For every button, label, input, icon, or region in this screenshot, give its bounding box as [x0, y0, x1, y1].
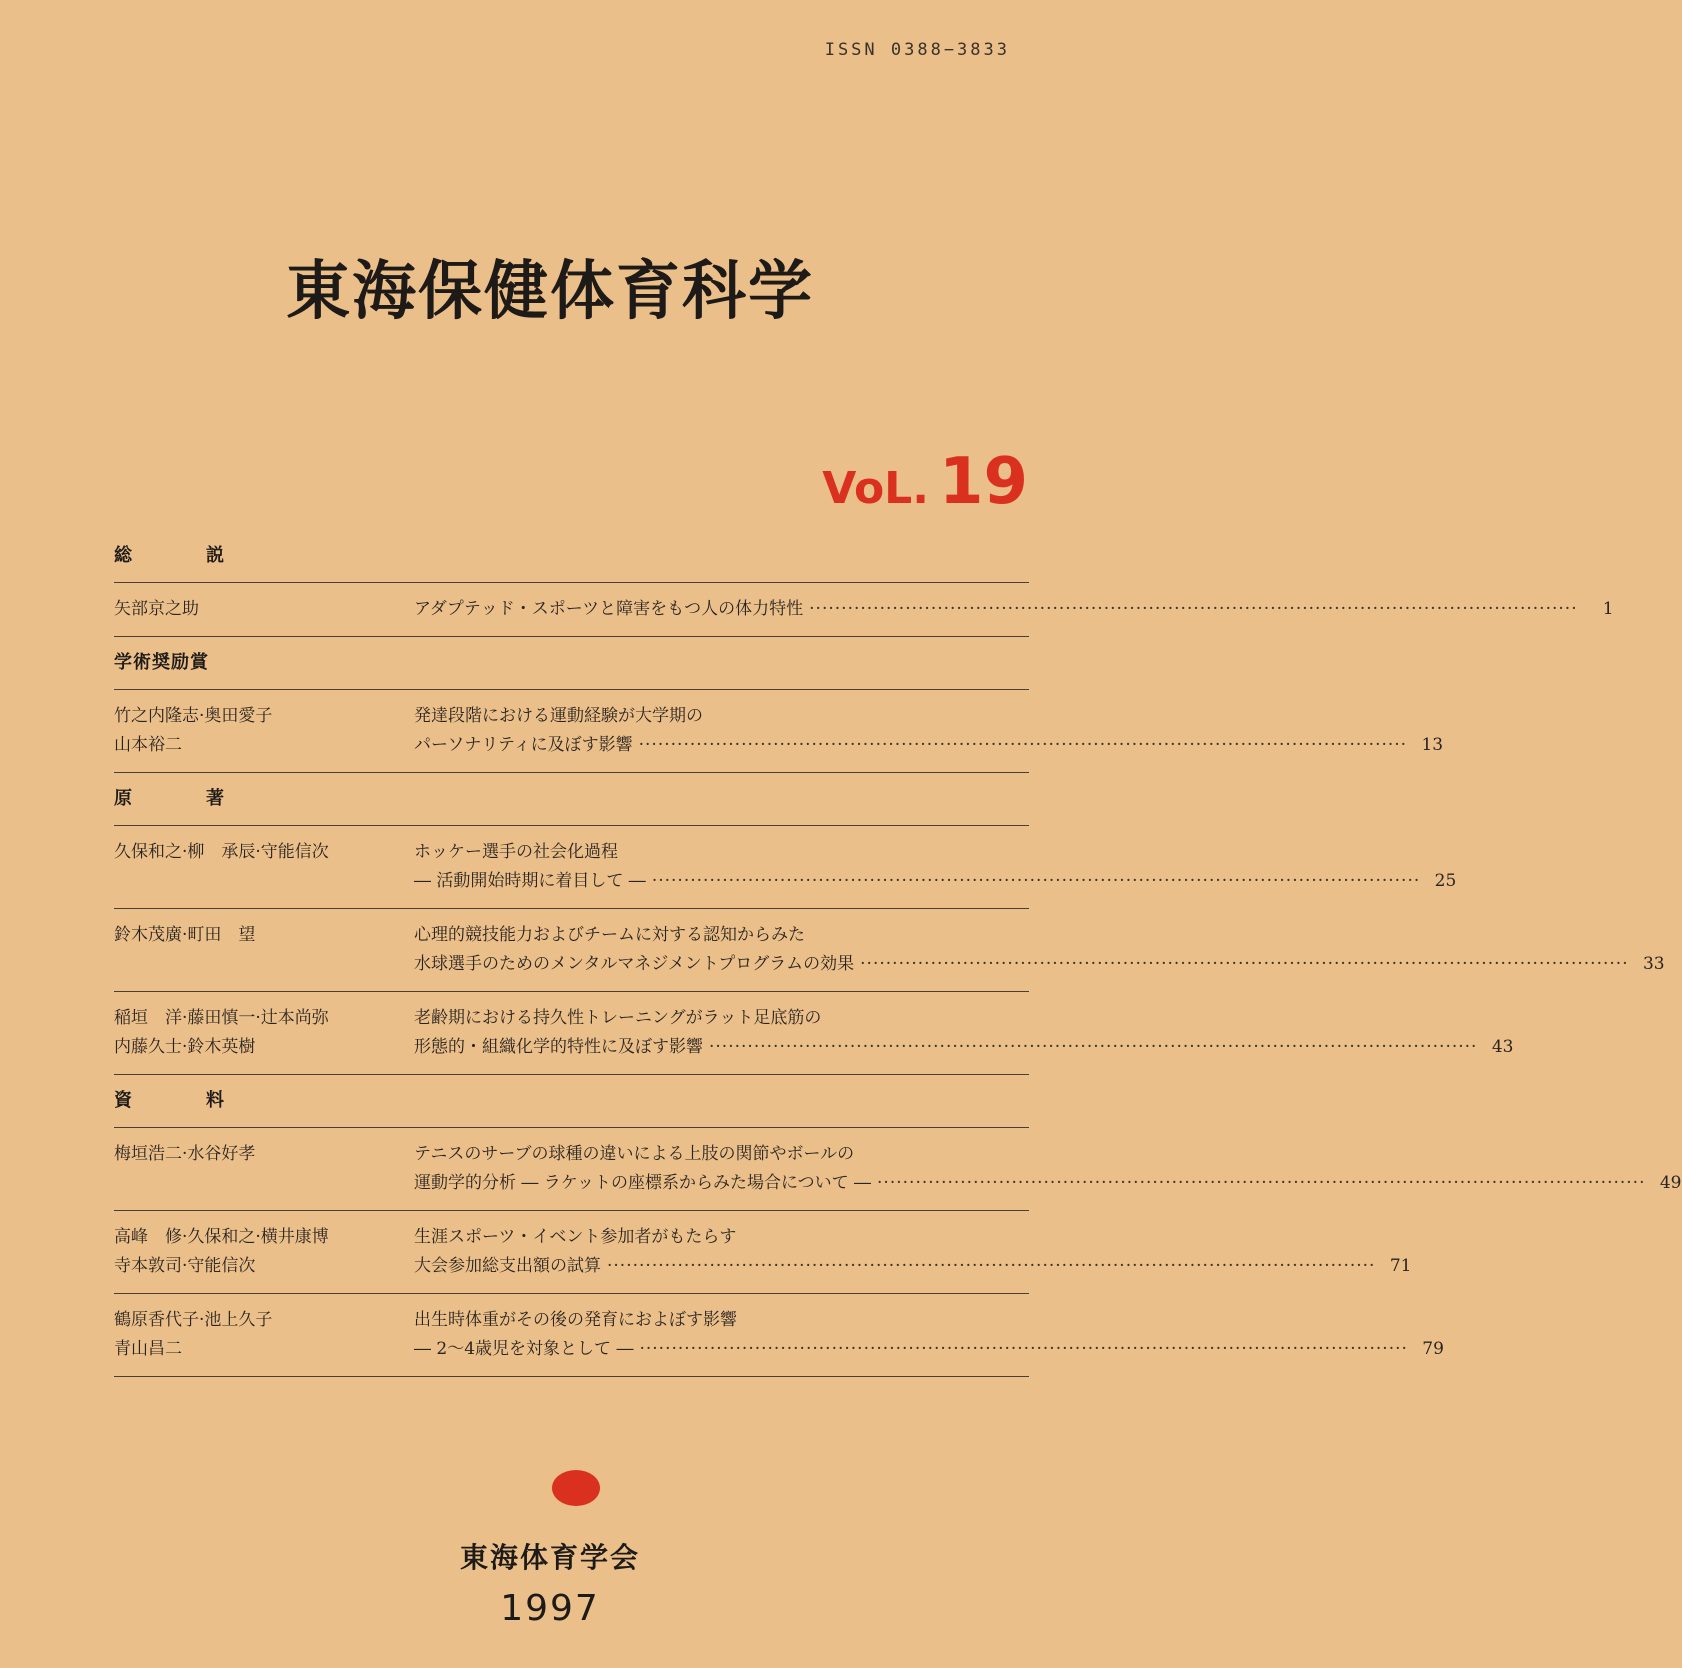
title-line: 運動学的分析 ― ラケットの座標系からみた場合について ― [414, 1173, 872, 1193]
red-seal-dot [552, 1470, 600, 1506]
dot-leader: ························································································································ [709, 1037, 1478, 1057]
entry-title [414, 1306, 1444, 1364]
page-number: 71 [1389, 1256, 1412, 1276]
toc-entry [114, 908, 1665, 991]
author-line: 寺本敦司·守能信次 [114, 1256, 256, 1276]
author-line: 梅垣浩二·水谷好孝 [114, 1144, 256, 1164]
entry-title [414, 1004, 1513, 1062]
title-line: ホッケー選手の社会化過程 [414, 842, 618, 862]
page-number: 13 [1421, 735, 1444, 755]
toc-entry [114, 1127, 1682, 1210]
page-number: 33 [1642, 954, 1665, 974]
toc-entry [114, 582, 1614, 636]
author-line: 内藤久士·鈴木英樹 [114, 1037, 256, 1057]
title-line: 発達段階における運動経験が大学期の [414, 706, 703, 726]
author-line: 久保和之·柳 承辰·守能信次 [114, 842, 329, 862]
author-line: 青山昌二 [114, 1339, 182, 1359]
section-heading: 資 料 [114, 1074, 1029, 1127]
title-line: 心理的競技能力およびチームに対する認知からみた [414, 925, 805, 945]
section-heading: 総 説 [114, 545, 252, 566]
entry-title [414, 1140, 1682, 1198]
page-number: 43 [1491, 1037, 1514, 1057]
author-line: 高峰 修·久保和之·横井康博 [114, 1227, 329, 1247]
dot-leader: ························································································································ [877, 1173, 1646, 1193]
entry-authors [114, 1140, 414, 1198]
entry-title [414, 1223, 1411, 1281]
dot-leader: ························································································································ [639, 1339, 1408, 1359]
dot-leader: ························································································································ [638, 735, 1408, 755]
dot-leader: ························································································································ [651, 871, 1421, 891]
author-line: 鈴木茂廣·町田 望 [114, 925, 256, 945]
toc-entry [114, 1293, 1444, 1377]
title-line: 形態的・組織化学的特性に及ぼす影響 [414, 1037, 703, 1057]
page-number: 49 [1659, 1173, 1682, 1193]
entry-title [414, 921, 1665, 979]
entry-authors [114, 1004, 414, 1062]
entry-authors [114, 838, 414, 896]
entry-authors [114, 595, 414, 624]
title-line: 生涯スポーツ・イベント参加者がもたらす [414, 1227, 737, 1247]
author-line: 山本裕二 [114, 735, 182, 755]
publication-year: 1997 [500, 1588, 600, 1629]
author-line: 稲垣 洋·藤田慎一·辻本尚弥 [114, 1008, 329, 1028]
entry-title [414, 595, 1614, 624]
author-line: 矢部京之助 [114, 599, 199, 619]
title-line: 老齢期における持久性トレーニングがラット足底筋の [414, 1008, 822, 1028]
toc-entry [114, 825, 1457, 908]
journal-title: 東海保健体育科学 [286, 255, 814, 329]
volume-prefix: VoL. [822, 463, 929, 514]
title-line: ― 活動開始時期に着目して ― [414, 871, 646, 891]
entry-title [414, 702, 1443, 760]
author-line: 竹之内隆志·奥田愛子 [114, 706, 273, 726]
table-of-contents [114, 530, 1682, 1377]
author-line: 鶴原香代子·池上久子 [114, 1310, 273, 1330]
title-line: 出生時体重がその後の発育におよぼす影響 [414, 1310, 737, 1330]
entry-title [414, 838, 1456, 896]
title-line: アダプテッド・スポーツと障害をもつ人の体力特性 [414, 599, 804, 619]
entry-authors [114, 1306, 414, 1364]
publisher-name: 東海体育学会 [459, 1541, 640, 1574]
title-line: 大会参加総支出額の試算 [414, 1256, 601, 1276]
entry-authors [114, 1223, 414, 1281]
title-line: ― 2～4歳児を対象として ― [414, 1339, 634, 1359]
volume-label [822, 445, 1028, 519]
dot-leader: ························································································································ [860, 954, 1629, 974]
title-line: テニスのサーブの球種の違いによる上肢の関節やボールの [414, 1144, 855, 1164]
page-number: 1 [1602, 599, 1614, 619]
entry-authors [114, 921, 414, 979]
title-line: パーソナリティに及ぼす影響 [414, 735, 633, 755]
dot-leader: ························································································································ [809, 599, 1578, 619]
page-number: 79 [1422, 1339, 1444, 1359]
entry-authors [114, 702, 414, 760]
toc-entry [114, 991, 1514, 1074]
volume-number: 19 [938, 445, 1028, 519]
toc-entry [114, 689, 1444, 772]
title-line: 水球選手のためのメンタルマネジメントプログラムの効果 [414, 954, 855, 974]
issn-number: ISSN 0388−3833 [824, 40, 1010, 60]
dot-leader: ························································································································ [607, 1256, 1376, 1276]
page-number: 25 [1434, 871, 1457, 891]
toc-entry [114, 1210, 1412, 1293]
section-heading: 学術奨励賞 [114, 636, 1029, 689]
section-heading: 原 著 [114, 772, 1029, 825]
